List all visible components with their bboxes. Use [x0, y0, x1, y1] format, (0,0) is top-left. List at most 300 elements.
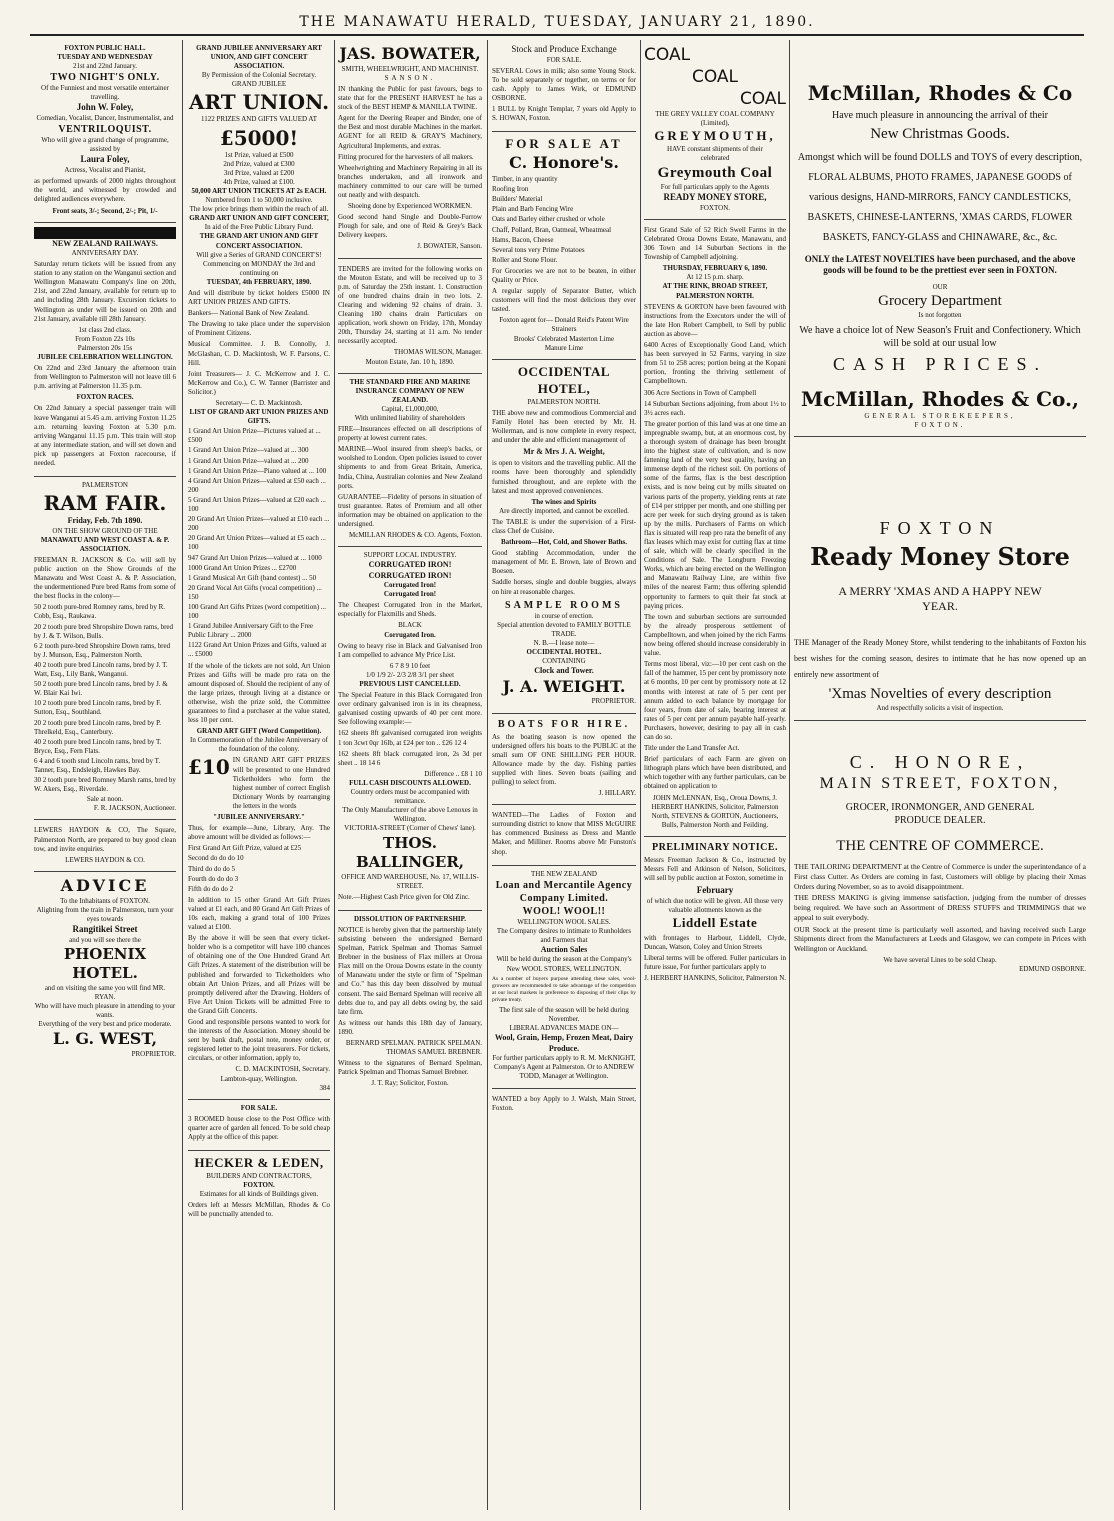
of-the: Of the Funniest and most versatile entertainer travelling.: [41, 84, 169, 102]
wheelwright: Wheelwrighting and Machinery Repairing in all its branches undertaken, and all ironwork and machinery committed to our care will be turned out neatly and with despatch.: [338, 163, 482, 200]
numbered: Numbered from 1 to 50,000 inclusive.: [205, 196, 313, 205]
column-rule: [182, 40, 183, 1510]
ready-money: READY MONEY STORE,: [663, 192, 767, 203]
column-2: [184, 40, 334, 1510]
boats: BOATS FOR HIRE.: [497, 718, 631, 730]
ram-fair: RAM FAIR.: [43, 491, 167, 516]
assoc: THE GRAND ART UNION AND GIFT CONCERT ASSOCIATION.: [199, 232, 319, 250]
ready-money-ad: [794, 437, 1086, 720]
hecker-ad: [188, 1151, 330, 1227]
column-5: [640, 40, 790, 1510]
grey-valley: THE GREY VALLEY COAL COMPANY (Limited),: [655, 110, 775, 128]
committee: Musical Committee. J. B. Connolly, J. McGlashan, C. D. Mackintosh, W. F. Parsons, C. Hill.: [188, 340, 330, 367]
foxton2: FOXTON: [879, 518, 1001, 539]
containing: CONTAINING: [542, 657, 586, 666]
stock: OUR Stock at the present time is particularly well assorted, and having received such Large Shipments direct from the Manufacturers at Leeds and Glasgow, we can compete in Prices with Wellington or Auckland.: [794, 924, 1086, 954]
family: Special attention devoted to FAMILY BOTTLE TRADE.: [497, 620, 631, 638]
liddell-text: with frontages to Harbour, Liddell, Clyde, Duncan, Watson, Coley and Union Streets: [644, 933, 786, 952]
celebrated: celebrated: [700, 154, 730, 163]
not-forgotten: Is not forgotten: [918, 311, 962, 320]
fare1: 1st class 2nd class.: [78, 325, 132, 334]
hecker-text2: Orders left at Messrs McMillan, Rhodes & Co will be punctually attended to.: [188, 1201, 330, 1219]
respect: And respectfully solicits a visit of inspection.: [876, 704, 1004, 713]
lewers-text: LEWERS HAYDON & CO, The Square, Palmerston North, are prepared to buy good clean tow, and invite enquiries.: [34, 826, 176, 853]
dissolution-ad: [338, 911, 482, 1095]
foley-ad: [34, 40, 176, 223]
wines: The wines and Spirits: [531, 497, 597, 506]
coal-ad: [644, 40, 786, 220]
foxton-agent: Foxton agent for— Donald Reid's Patent Wire Strainers: [499, 316, 629, 334]
total: 1122 Grand Art Union Prizes and Gifts, valued at ... £5000: [188, 641, 327, 659]
auction-text: Will be held during the season at the Company's New WOOL STORES, WELLINGTON.: [496, 955, 632, 973]
races-text: On 22nd January a special passenger train will leave Wanganui at 5.45 a.m. arriving Foxton 11.25 a.m. returning leaving Foxton at 5.30 p.m. arriving Wanganui 11.15 p.m. This train will stop at any intermediate station, and will set down and pick up passengers at Foxton racecourse, if needed.: [34, 404, 176, 468]
goods-item: Plain and Barb Fencing Wire: [492, 205, 574, 214]
bowater-sig: J. BOWATER, Sanson.: [417, 242, 482, 251]
ram-item: 6 4 and 6 tooth stud Lincoln rams, bred by T. Tanner, Esq., Endsleigh, Hawkes Bay.: [34, 756, 161, 774]
tenders: TENDERS are invited for the following works on the Mouton Estate, and will be received up to 3 p.m. of Saturday the 25th instant. 1. Construction of one hundred chains drain in two lots. 2. Clearing and widening 92 chains of drain. 3. Cleaning 180 chains drain Particulars on application, work shown on Friday, 17th, Monday 20th, Thursday 24, starting at 11 a.m. No tender necessarily accepted.: [338, 264, 482, 346]
boy-ad: [492, 1089, 636, 1121]
novelties: 'Xmas Novelties of every description: [828, 685, 1052, 702]
column-3: [334, 40, 486, 1510]
only: ONLY the LATEST NOVELTIES have been purchased, and the above goods will be found to be the prettiest ever seen in FOXTON.: [804, 253, 1076, 276]
previous: PREVIOUS LIST CANCELLED.: [359, 680, 461, 689]
advances: LIBERAL ADVANCES MADE ON—: [509, 1024, 619, 1033]
word-comp: GRAND ART GIFT (Word Competition).: [196, 727, 322, 736]
statement: By the above it will be seen that every ticket-holder who is a competitor will have 100 chances of obtaining one of the One Hundred Grand Art Gift Prizes. A statement of the distribution will be published and forwarded to Ticketholders who obtain Art Union Prizes, and all Prizes will be promptly delivered after the Drawing. Holders of Five Art Union Tickets will be admitted Free to the Grand Gift Concerts.: [188, 934, 330, 1015]
agent: Agent for the Deering Reaper and Binder, one of the Best and most durable Machines in the market. AGENT for all REID & GRAY'S Machinery, Agricultural Implements, and extras.: [338, 114, 482, 150]
goods-item: Roller and Stone Flour.: [492, 255, 558, 264]
performer: John W. Foley,: [76, 102, 134, 113]
corrugated1: CORRUGATED IRON!: [368, 560, 452, 570]
difference: Difference .. £8 1 10: [424, 769, 482, 778]
bowater-text: IN thanking the Public for past favours, begs to state that for the PRESENT HARVEST he has a stock of the BEST HEMP & MANILLA TWINE.: [338, 84, 482, 112]
liability: With unlimited liability of shareholders: [354, 413, 466, 422]
occidental: OCCIDENTAL HOTEL,: [517, 363, 611, 396]
occ-text: THE above new and commodious Commercial and Family Hotel has been erected by Mr. H. Wollerman, and is now complete in every respect, and under the able and efficient management of: [492, 408, 636, 444]
ram-item: 40 2 tooth pure bred Lincoln rams, bred by J. T. Watt, Esq., Lily Bank, Wanganui.: [34, 660, 168, 679]
agents: Good and responsible persons wanted to work for the interests of the Association. Money should be sent by bank draft, postal note, money order, or registered letter to the joint treasurers. For tickets, circulars, or other information, apply to,: [188, 1018, 330, 1063]
column-1: [30, 40, 180, 1510]
support: SUPPORT LOCAL INDUSTRY.: [363, 551, 457, 560]
mcmillan: McMILLAN RHODES & CO. Agents, Foxton.: [348, 531, 482, 540]
honore: C. HONORE,: [849, 751, 1031, 772]
list-item: 1 Grand Art Union Prize—Pictures valued at ... £500: [188, 427, 321, 445]
lgwest-role: PROPRIETOR.: [131, 1049, 176, 1058]
iron-ad: [338, 547, 482, 911]
hecker-text: Estimates for all kinds of Buildings given.: [199, 1190, 319, 1199]
jubilee: JUBILEE CELEBRATION WELLINGTON.: [37, 353, 173, 362]
goods-item: Builders' Material: [492, 195, 543, 204]
liberal: Liberal terms will be offered. Fuller particulars in future issue, For further particulars apply to: [644, 954, 786, 972]
permission: By Permission of the Colonial Secretary.: [201, 71, 317, 80]
ram-text: FREEMAN R. JACKSON & Co. will sell by public auction on the Show Grounds of the Manawatu and West Coast A. & P. Association, the undermentioned Pure bred Rams from some of the best flocks in the colony—: [34, 555, 176, 601]
art-union-ad: [188, 40, 330, 1100]
sanson: SANSON.: [384, 73, 436, 82]
guarantee: GUARANTEE—Fidelity of persons in situation of trust guarantee. Rates of Premium and all other information may be obtained on application to the undersigned.: [338, 492, 482, 529]
boats-ad: [492, 714, 636, 806]
word-text: In Commemoration of the Jubilee Anniversary of the foundation of the colony.: [189, 736, 329, 754]
goods-item: Several tons very Prime Potatoes: [492, 245, 585, 254]
wool-text: The Company desires to intimate to Runholders and Farmers that: [496, 926, 632, 944]
honore-ad: [794, 721, 1086, 981]
phoenix: PHOENIX HOTEL.: [63, 944, 147, 983]
phoenix-text: and on visiting the same you will find MR. RYAN.: [44, 983, 166, 1001]
have: HAVE constant shipments of their: [667, 145, 763, 154]
feb-text: of which due notice will be given. All those very valuable allotments known as the: [646, 896, 784, 914]
victoria: VICTORIA-STREET (Corner of Chews' lane).: [344, 824, 476, 833]
separator: A regular supply of Separator Butter, which customers will find the most delicious they ever tasted.: [492, 287, 636, 314]
prelim: PRELIMINARY NOTICE.: [651, 841, 778, 853]
lines: We have several Lines to be sold Cheap.: [883, 955, 997, 964]
black: BLACK: [398, 621, 422, 630]
prize: 3rd Prize, valued at £200: [223, 168, 295, 177]
marine: MARINE—Wool insured from sheep's backs, or woolshed to London. Open policies issued to cover shipments to and from Great Britain, America, India, China, Australian colonies and New Zealand ports.: [338, 445, 482, 490]
programme: Who will give a grand change of programme,: [41, 136, 169, 145]
ram-sale: Sale at noon.: [86, 795, 124, 804]
palmerston: PALMERSTON NORTH.: [527, 397, 601, 406]
honore-ad: [492, 132, 636, 359]
word-prize: Third do do do 5: [188, 864, 236, 873]
nz: THE NEW ZEALAND: [531, 869, 597, 878]
amongst: Amongst which will be found DOLLS and TOYS of every description, FLORAL ALBUMS, PHOTO FRAMES, JAPANESE GOODS of various designs, HAND-MIRRORS, FANCY CANDLESTICKS, BASKETS, CHINESE-LANTERNS, 'XMAS CARDS, FLOWER BASKETS, FANCY-GLASS and CHINAWARE, &c., &c.: [797, 151, 1083, 243]
ram-auctioneer: F. R. JACKSON, Auctioneer.: [93, 804, 176, 813]
phoenix-text3: Everything of the very best and price moderate.: [38, 1020, 172, 1029]
goods-item: Hams, Bacon, Cheese: [492, 235, 554, 244]
in-aid: In aid of the Free Public Library Fund.: [204, 223, 314, 232]
mackintosh: C. D. MACKINTOSH, Secretary.: [235, 1065, 330, 1074]
forsale-text: 3 ROOMED house close to the Post Office with quarter acre of garden all fenced. To be sold cheap Apply at the office of this paper.: [188, 1114, 330, 1142]
gift10-text: IN GRAND ART GIFT PRIZES will be presented to one Hundred Ticketholders who form the highest number of correct English Dictionary Words by rearranging the letters in the words: [232, 756, 330, 810]
weight: J. A. WEIGHT.: [502, 676, 626, 696]
nb: N. B.—I lease note—: [533, 638, 595, 647]
merry: A MERRY 'XMAS AND A HAPPY NEW YEAR.: [838, 583, 1042, 614]
mcmillan-ad: [794, 40, 1086, 437]
hecker-role: BUILDERS AND CONTRACTORS,: [206, 1172, 312, 1181]
goods-item: Roofing Iron: [492, 185, 529, 194]
tenders-sig: THOMAS WILSON, Manager.: [393, 348, 482, 357]
hecker-town: FOXTON.: [243, 1181, 275, 1190]
hillary: J. HILLARY.: [598, 789, 636, 798]
word-prize: First Grand Art Gift Prize, valued at £25: [188, 844, 302, 853]
fare2: From Foxton 22s 10s: [75, 334, 135, 343]
corrugated4: Corrugated Iron!: [383, 590, 437, 599]
series: Will give a Series of GRAND CONCERT'S!: [196, 250, 322, 259]
solicitor: J. T. Ray; Solicitor, Foxton.: [371, 1079, 449, 1088]
fire: FIRE—Insurances effected on all descriptions of property at lowest current rates.: [338, 425, 482, 443]
secretary: Secretary— C. D. Mackintosh.: [215, 399, 303, 407]
note: Note.—Highest Cash Price given for Old Zinc.: [338, 892, 470, 901]
capital: Capital, £1,000,000,: [381, 404, 439, 413]
insurance: THE STANDARD FIRE AND MARINE INSURANCE COMPANY OF NEW ZEALAND.: [349, 377, 471, 404]
two-nights: TWO NIGHT'S ONLY.: [50, 72, 160, 84]
ram-item: 50 2 tooth pure bred Lincoln rams, bred by J. & W. Blair Kai Iwi.: [34, 680, 168, 698]
mcmillan-title: McMillan, Rhodes & Co: [807, 81, 1073, 105]
liddell: Liddell Estate: [672, 915, 758, 931]
ram-item: 10 2 tooth pure bred Lincoln rams, bred by F. Sutton, Esq., Southland.: [34, 699, 162, 717]
dress: THE DRESS MAKING is giving immense satisfaction, judging from the number of dresses being required. We have such an Assortment of DRESS STUFFS and TRIMMINGS that we appeal to suit everybody.: [794, 893, 1086, 922]
list-item: 1 Grand Art Union Prize—valued at ... 200: [188, 456, 309, 465]
greymouth-coal: Greymouth Coal: [657, 164, 773, 181]
word-prize: Second do do do 10: [188, 854, 244, 863]
column-6: [790, 40, 1090, 1510]
sample: SAMPLE ROOMS: [505, 599, 623, 611]
osborne: EDMUND OSBORNE.: [1019, 965, 1086, 974]
prize: 4th Prize, valued at £100.: [223, 177, 295, 186]
main: MAIN STREET, FOXTON,: [819, 774, 1061, 792]
grocer: GROCER, IRONMONGER, AND GENERAL PRODUCE DEALER.: [845, 801, 1035, 826]
railways-text: Saturday return tickets will be issued from any station to any station on the Wanganui section and Wellington Manawatu Company's line on 20th, 21st, and 22nd January, available for return up to and including 28th January. Excursion tickets to Wellington as under will be issued on 20th and 21st January, available till 28th January.: [34, 260, 176, 323]
owing: Owing to heavy rise in Black and Galvanised Iron I am compelled to advance My Price List.: [338, 641, 482, 659]
house-sale-ad: [188, 1100, 330, 1151]
list-item: 947 Grand Art Union Prizes—valued at ... 1000: [188, 553, 322, 562]
ref: 384: [319, 1083, 330, 1092]
bowater-role: SMITH, WHEELWRIGHT, AND MACHINIST.: [341, 64, 479, 73]
example1: 162 sheets 8ft galvanised corrugated iron weights 1 ton 3cwt 0qr 16lb, at £24 per ton .. £26 12 4: [338, 729, 482, 747]
list-item: 1 Grand Jubilee Anniversary Gift to the Free Public Library ... 2000: [188, 622, 313, 640]
coal2: COAL: [691, 67, 739, 88]
hall-title: FOXTON PUBLIC HALL.: [64, 44, 146, 52]
manufacturer: The Only Manufacturer of the above Lenoxes in Wellington.: [342, 806, 478, 824]
greymouth: GREYMOUTH,: [654, 128, 776, 144]
ballinger: THOS. BALLINGER,: [355, 833, 465, 872]
lewers-sig: LEWERS HAYDON & CO.: [65, 855, 145, 864]
ram-item: 40 2 tooth pure bred Lincoln rams, bred by T. Bryce, Esq., Fern Flats.: [34, 737, 162, 755]
low-price: The low price brings them within the reach of all.: [189, 205, 329, 214]
ram-fair-ad: [34, 477, 176, 820]
and-see: and you will see there the: [69, 935, 141, 944]
laura-desc: Actress, Vocalist and Pianist,: [64, 166, 146, 175]
railway-logo: [34, 227, 176, 239]
ram-item: 20 2 tooth pure bred Lincoln rams, bred by P. Threlkeld, Esq., Canterbury.: [34, 718, 161, 736]
ram-item: 20 2 tooth pure bred Shropshire Down rams, bred by J. & T. Wilson, Bulls.: [34, 622, 174, 640]
dates: TUESDAY AND WEDNESDAY: [57, 53, 153, 62]
forsale: FOR SALE.: [546, 55, 582, 64]
title: Title under the Land Transfer Act.: [644, 744, 740, 753]
ram-assoc: MANAWATU AND WEST COAST A. & P. ASSOCIATION.: [40, 535, 170, 553]
sample2: in course of erection.: [534, 611, 594, 620]
witness2: Witness to the signatures of Bernard Spelman, Patrick Spelman and Thomas Samuel Brebner.: [338, 1059, 482, 1077]
forsale: FOR SALE.: [240, 1103, 278, 1112]
prize: 2nd Prize, valued at £300: [223, 159, 295, 168]
brooks: Brooks' Celebrated Masterton Lime: [513, 334, 615, 343]
gift-concert: GRAND ART UNION AND GIFT CONCERT,: [189, 214, 329, 223]
exchange: Stock and Produce Exchange: [511, 44, 617, 54]
terms: Terms most liberal, viz:—10 per cent cash on the fall of the hammer, 15 per cent by promissory note at 6 months, 10 per cent by promissory note at 12 months with interest at rate of 5 per cent per annum added to each balance by mortgage for four years, from date of sale, bearing interest at rates of 5 per cent per annum payable half-yearly. Purchasers, however, desiring to pay all in cash can do so.: [644, 660, 787, 741]
grand-jubilee: GRAND JUBILEE: [231, 80, 287, 89]
tenders-ad: [338, 259, 482, 374]
rangitikei: Rangitikei Street: [72, 923, 138, 934]
occidental-ad: [492, 360, 636, 714]
fitting: Fitting procured for the harvesters of all makers.: [338, 152, 474, 161]
wanted: WANTED—The Ladies of Foxton and surrounding district to know that MISS McGUIRE has commenced Business as Dress and Mantle Maker, and Milliner. Rooms above Mr Funston's shop.: [492, 811, 636, 856]
advice: ADVICE: [60, 875, 150, 895]
sections: 306 Acre Sections in Town of Campbell: [644, 388, 757, 397]
jubilee-text: On 22nd and 23rd January the afternoon train from Wellington to Palmerston will not leave till 6 p.m. arriving at Palmerston 11.35 p.m.: [34, 364, 176, 391]
new-xmas: New Christmas Goods.: [870, 126, 1010, 142]
ram-item: 6 2 tooth pure-bred Shropshire Down rams, bred by J. Munson, Esq., Palmerston North.: [34, 641, 171, 659]
time: At 12 15 p.m. sharp.: [686, 273, 744, 282]
goods-item: Timber, in any quantity: [492, 175, 558, 184]
jubilee-anniv: "JUBILEE ANNIVERSARY.": [213, 813, 305, 822]
tailoring: THE TAILORING DEPARTMENT at the Centre of Commerce is under the superintendance of a First class Cutter. As Orders are coming in fast, Customers will oblige by placing their Xmas Orders during November, so as to avoid disappointment.: [794, 862, 1086, 891]
special: The Special Feature in this Black Corrugated Iron over ordinary galvanised iron is in its cheapness, galvanised costing upwards of 40 per cent more. See following example:—: [338, 691, 482, 727]
ram-item: 50 2 tooth pure-bred Romney rams, bred by R. Cobb, Esq., Raukawa.: [34, 603, 166, 621]
trustees: Joint Treasurers— J. C. McKerrow and J. C. McKerrow and Co.), C. W. Tanner (Barrister and Solicitor.): [188, 369, 330, 396]
our: OUR: [932, 282, 948, 291]
corrugated3: Corrugated Iron!: [383, 581, 437, 590]
bull: 1 BULL by Knight Templar, 7 years old Apply to S. HOWAN, Foxton.: [492, 105, 636, 123]
ram-list: [34, 603, 176, 794]
laura: Laura Foley,: [80, 154, 130, 165]
singles: Good second hand Single and Double-Furrow Plough for sale, and one of Reid & Grey's Back Delivery keepers.: [338, 213, 482, 240]
coal1: COAL: [644, 45, 691, 65]
particulars: For further particulars apply to R. M. McKNIGHT, Company's Agent at Palmerston. Or to ANDREW TODD, Manager at Wellington.: [492, 1054, 636, 1081]
hankins: J. HERBERT HANKINS, Solicitor, Palmerston N.: [644, 974, 786, 983]
cheapest: The Cheapest Corrugated Iron in the Market, especially for Flaxmills and Sheds.: [338, 601, 482, 619]
tickets: 50,000 ART UNION TICKETS AT 2s EACH.: [191, 186, 327, 195]
rink: AT THE RINK, BROAD STREET, PALMERSTON NORTH.: [662, 282, 768, 300]
loan-ad: [492, 866, 636, 1089]
total-text: If the whole of the tickets are not sold, Art Union Prizes and Gifts will be made pro rata on the amount disposed of. Should the recipient of any of the large prizes, through living at a distance or otherwise, wish the prize sold, the Committee guarantees to find a purchaser at the value stated, less 10 per cent.: [188, 661, 330, 725]
goods-item: Oats and Barley either crushed or whole: [492, 215, 605, 224]
lambton: Lambton-quay, Wellington.: [220, 1074, 298, 1083]
thus: Thus, for example—June, Library, Any. The above amount will be divided as follows:—: [188, 824, 330, 842]
bulls: Bulls, Palmerston North and Feilding.: [661, 820, 769, 829]
cash: CASH PRICES.: [832, 353, 1048, 374]
list-item: 20 Grand Art Union Prizes—valued at £5 each ... 100: [188, 534, 326, 552]
contacts: JOHN McLENNAN, Esq., Oroua Downs, J. HERBERT HANKINS, Solicitor, Palmerston North, STEVENS & GORTON, Auctioneers,: [651, 793, 779, 820]
country: Country orders must be accompanied with remittance.: [350, 788, 470, 806]
list-item: 1 Grand Art Union Prize—Piano valued at ... 100: [188, 466, 327, 475]
lgwest: L. G. WEST,: [52, 1029, 158, 1049]
performer-desc: Comedian, Vocalist, Dancer, Instrumentalist, and: [36, 114, 174, 123]
discounts: FULL CASH DISCOUNTS ALLOWED.: [349, 778, 471, 787]
lewers-ad: [34, 820, 176, 871]
ram-where: ON THE SHOW GROUND OF THE: [52, 526, 158, 535]
bowater: JAS. BOWATER,: [339, 44, 481, 63]
list-item: 20 Grand Vocal Art Gifts (vocal competition) ... 150: [188, 583, 322, 601]
ram-date: Friday, Feb. 7th 1890.: [67, 516, 143, 526]
forsale-at: FOR SALE AT: [505, 136, 623, 152]
masthead: [30, 14, 1084, 36]
wines-text: Are directly imported, and cannot be excelled.: [499, 506, 629, 515]
foxton: FOXTON.: [699, 203, 730, 212]
insurance-ad: [338, 374, 482, 548]
auction: Auction Sales: [540, 945, 588, 955]
distribute: And will distribute by ticket holders £5000 IN ART UNION PRIZES AND GIFTS.: [188, 288, 330, 307]
honore: C. Honore's.: [509, 153, 619, 173]
column-4: [488, 40, 640, 1510]
produce: Wool, Grain, Hemp, Frozen Meat, Dairy Produce.: [494, 1033, 634, 1053]
railways-ad: [34, 223, 176, 478]
prices: Front seats, 3/-; Second, 2/-; Pit, 1/-: [52, 206, 158, 215]
thursday: THURSDAY, FEBRUARY 6, 1890.: [662, 264, 768, 273]
bankers: Bankers— National Bank of New Zealand.: [188, 309, 309, 318]
stabling: Good stabling Accommodation, under the management of Mr. E. Brown, late of Brown and Boesen.: [492, 549, 636, 576]
prelim-ad: [644, 837, 786, 990]
witness: As witness our hands this 18th day of January, 1890.: [338, 1018, 482, 1036]
small-print: As a number of buyers purpose attending these sales, wool-growers are recommended to take advantage of the competition at our local markets in preference to disposing of their clips by private treaty.: [492, 975, 636, 1004]
acres: 6400 Acres of Exceptionally Good Land, which has been surveyed in 52 Farms, varying in size from 51 to 258 acres; portion being at the Kopani portion, fronting the thriving settlement of Campbelltown.: [644, 341, 786, 386]
commencing2: TUESDAY, 4th FEBRUARY, 1890.: [206, 277, 312, 286]
proprietor: PROPRIETOR.: [591, 697, 636, 706]
list-item: 5 Grand Art Union Prizes—valued at £20 each ... 100: [188, 495, 326, 514]
coal3: COAL: [739, 89, 786, 110]
palmerston: PALMERSTON: [82, 481, 128, 490]
boy: WANTED a boy Apply to J. Walsh, Main Street, Foxton.: [492, 1094, 636, 1112]
apply: For full particulars apply to the Agents: [660, 183, 770, 192]
art-union: ART UNION.: [188, 90, 330, 115]
list-item: 20 Grand Art Union Prizes—valued at £10 each ... 200: [188, 515, 330, 533]
list-title: LIST OF GRAND ART UNION PRIZES AND GIFTS.: [189, 408, 329, 426]
drawing: The Drawing to take place under the supervision of Prominent Citizens.: [188, 320, 330, 338]
tenders-place: Mouton Estate, Jan. 10 h, 1890.: [365, 357, 455, 366]
bowater-ad: [338, 40, 482, 259]
brief: Brief particulars of each Farm are given on lithograph plans which have been distributed, and which together with any further particulars, can be obtained on application to: [644, 755, 786, 791]
prices-row: 6 7 8 9 10 feet: [389, 661, 431, 670]
loan: Loan and Mercantile Agency Company Limited.: [495, 879, 633, 904]
office: OFFICE AND WAREHOUSE, No. 17, WILLIS-STREET.: [341, 872, 479, 890]
exchange-ad: [492, 40, 636, 132]
assisted: assisted by: [89, 145, 121, 154]
gift10-row: [188, 754, 330, 813]
advice-text: Alighting from the train in Palmerston, turn your eyes towards: [36, 905, 174, 923]
goods-item: Chaff, Pollard, Bran, Oatmeal, Wheatmeal: [492, 225, 612, 234]
suburban: 14 Suburban Sections adjoining, from about 1½ to 3½ acres each.: [644, 399, 786, 417]
gift10: £10: [188, 755, 230, 780]
centre: THE CENTRE OF COMMERCE.: [836, 837, 1044, 854]
signers: BERNARD SPELMAN. PATRICK SPELMAN. THOMAS SAMUEL BREBNER.: [345, 1039, 482, 1057]
races: FOXTON RACES.: [76, 393, 134, 402]
cows: SEVERAL Cows in milk; also some Young Stock. To be sold separately or together, on terms or for cash. Apply to James Wirk, or EDMUND OSBORNE.: [492, 66, 636, 103]
occ-text2: is open to visitors and the travelling public. All the rooms have been thoroughly and splendidly furnished throughout, and are replete with the latest and most approved conveniences.: [492, 459, 636, 495]
railways-title: NEW ZEALAND RAILWAYS.: [52, 238, 158, 248]
grocery: Grocery Department: [878, 292, 1002, 309]
oroua-ad: [644, 220, 786, 837]
commencing: Commencing on MONDAY the 3rd and continuing on: [202, 259, 316, 277]
word-prize: Fourth do do do 3: [188, 874, 239, 883]
addition: In addition to 15 other Grand Art Gift Prizes valued at £1 each, and 80 Grand Art Gift Prizes of 10s each, making a grand total of 100 Prizes valued at £100.: [188, 895, 330, 932]
stevens: STEVENS & GORTON have been favoured with instructions from the Executors under the will of the late Hon Robert Campbell, to Sell by public auction as above—: [644, 302, 786, 338]
ram-item: 30 2 tooth pure bred Romney Marsh rams, bred by W. Akers, Esq., Riverdale.: [34, 776, 176, 794]
prices-row2: 1/0 1/9 2/- 2/3 2/8 3/1 per sheet: [365, 670, 455, 679]
performed: as performed upwards of 2000 nights throughout the world, and witnessed by crowded and delighted audiences everywhere.: [34, 177, 176, 204]
union-title: GRAND JUBILEE ANNIVERSARY ART UNION, AND GIFT CONCERT ASSOCIATION.: [196, 44, 322, 71]
choice: We have a choice lot of New Season's Fruit and Confectionery. Which will be sold at our usual low: [799, 324, 1081, 349]
body: The greater portion of this land was at one time an impregnable swamp, but, at an enormous cost, by a thorough system of drainage has been brought into the highest state of cultivation, and is now fattening land of the very best quality, having an immense depth of the richest soil. On portions of some of the farms, flax is the best description exists, and is now being cut by mills situated on various parts of the property, yielding rents at rate of £14 per stripper per month, and one shilling per acre per week for such drying ground as is taken up by the mills. Purchasers of Farms on which flax is situated will reap pro rata the benefit of any flax leases which may exist for cutting flax at time of sale, which will be clearly specified in the Conditions of Sale. The Longburn Freezing Works, which are being erected on the Wellington and Manawatu Railway Line, are within five miles of the nearest Farm; thus offering splendid opportunity to farmers to quit their fat stock at paying prices.: [644, 419, 786, 610]
phoenix-ad: [34, 872, 176, 1065]
ventriloquist: VENTRILOQUIST.: [58, 124, 152, 136]
shoeing: Shoeing done by Experienced WORKMEN.: [347, 202, 473, 211]
prize: 1st Prize, valued at £500: [224, 150, 294, 159]
anniversary: ANNIVERSARY DAY.: [71, 248, 139, 257]
groceries: For Groceries we are not to be beaten, in either Quality or Price.: [492, 266, 636, 284]
prizes-line: 1122 PRIZES AND GIFTS VALUED AT: [201, 115, 317, 124]
occ2: OCCIDENTAL HOTEL.: [526, 648, 602, 657]
phoenix-text2: Who will have much pleasure in attending to your wants.: [34, 1001, 176, 1019]
fare3: Palmerston 20s 15s: [77, 343, 133, 352]
general: GENERAL STOREKEEPERS,: [864, 411, 1016, 420]
list-item: 100 Grand Art Gifts Prizes (word competition) ... 100: [188, 602, 327, 621]
corrugated2: CORRUGATED IRON!: [368, 570, 452, 580]
list-item: 1 Grand Art Union Prize—valued at ... 300: [188, 446, 309, 455]
dates2: 21st and 22nd January.: [72, 62, 138, 71]
list-item: 1000 Grand Art Union Prizes ... £2700: [188, 563, 297, 572]
wool-sales: WELLINGTON WOOL SALES.: [517, 917, 611, 926]
manager: THE Manager of the Ready Money Store, whilst tendering to the inhabitants of Foxton his best wishes for the coming season, desires to intimate that he has now opened up an entirely new assortment of: [794, 637, 1086, 679]
list-item: 4 Grand Art Union Prizes—valued at £50 each ... 200: [188, 476, 326, 494]
manure: Manure Lime: [544, 343, 584, 352]
